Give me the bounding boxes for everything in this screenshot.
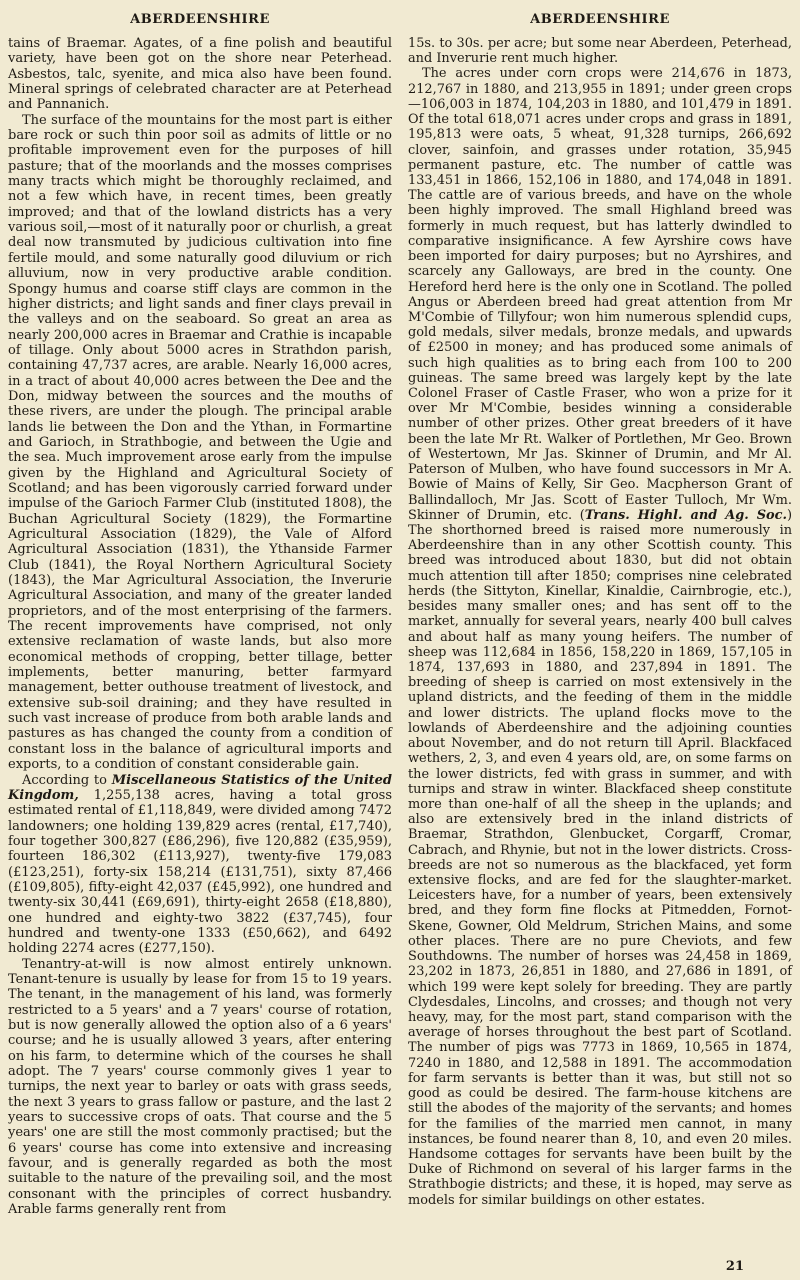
- running-head-left: ABERDEENSHIRE: [130, 12, 270, 27]
- paragraph-soil: The surface of the mountains for the most part is either bare rock or such thin poor soil as admits of little or no profitable improvement even for the purposes of hill pasture; that of the moorlands and the mosses comprises many tracts which might be thoroughly reclaimed, and not a few which have, in recent times, been greatly improved; and that of the lowland districts has a very various soil,—most of it naturally poor or churlish, a great deal now transmuted by judicious cultivation into fine fertile mould, and some naturally good diluvium or rich alluvium, now in very productive arable condition. Spongy humus and coarse stiff clays are common in the higher districts; and light sands and finer clays prevail in the valleys and on the seaboard. So great an area as nearly 200,000 acres in Braemar and Crathie is incapable of tillage. Only about 5000 acres in Strathdon parish, containing 47,737 acres, are arable. Nearly 16,000 acres, in a tract of about 40,000 acres between the Dee and the Don, midway between the sources and the mouths of these rivers, are under the plough. The principal arable lands lie between the Don and the Ythan, in Formartine and Garioch, in Strathbogie, and between the Ugie and the sea. Much improvement arose early from the impulse given by the Highland and Agricultural Society of Scotland; and has been vigorously carried forward under impulse of the Garioch Farmer Club (instituted 1808), the Buchan Agricultural Society (1829), the Formartine Agricultural Association (1829), the Vale of Alford Agricultural Association (1831), the Ythanside Farmer Club (1841), the Royal Northern Agricultural Society (1843), the Mar Agricultural Association, the Inverurie Agricultural Association, and many of the greater landed proprietors, and of the most enterprising of the farmers. The recent improvements have comprised, not only extensive reclamation of waste lands, but also more economical methods of cropping, better tillage, better implements, better manuring, better farmyard management, better outhouse treatment of livestock, and extensive sub-soil draining; and they have resulted in such vast increase of produce from both arable lands and pastures as has changed the county from a condition of constant loss in the balance of agricultural imports and exports, to a condition of constant considerable gain.: [8, 112, 392, 773]
- paragraph-rents: 15s. to 30s. per acre; but some near Aberdeen, Peterhead, and Inverurie rent much higher.: [408, 36, 792, 67]
- paragraph-livestock-lead: The acres under corn crops were 214,676 in 1873, 212,767 in 1880, and 213,955 in 1891; under green crops —106,003 in 1874, 104,203 in 1880, and 101,479 in 1891. Of the total 618,071 acres under crops and grass in 1891, 195,813 were oats, 5 wheat, 91,328 turnips, 266,692 clover, sainfoin, and grasses under rotation, 35,945 permanent pasture, etc. The number of cattle was 133,451 in 1866, 152,106 in 1880, and 174,048 in 1891. The cattle are of various breeds, and have on the whole been highly improved. The small Highland breed was formerly in much request, but has latterly dwindled to comparative insignificance. A few Ayrshire cows have been imported for dairy purposes; but no Ayrshires, and scarcely any Galloways, are bred in the county. One Hereford herd here is the only one in Scotland. The polled Angus or Aberdeen breed had great attention from Mr M'Combie of Tillyfour; won him numerous splendid cups, gold medals, silver medals, bronze medals, and upwards of £2500 in money; and has produced some animals of such high qualities as to bring each from 100 to 200 guineas. The same breed was largely kept by the late Colonel Fraser of Castle Fraser, who won a prize for it over Mr M'Combie, besides winning a considerable number of other prizes. Other great breeders of it have been the late Mr Rt. Walker of Portlethen, Mr Geo. Brown of Westertown, Mr Jas. Skinner of Drumin, and Mr Al. Paterson of Mulben, who have found successors in Mr A. Bowie of Mains of Kelly, Sir Geo. Macpherson Grant of Ballindalloch, Mr Jas. Scott of Easter Tulloch, Mr Wm. Skinner of Drumin, etc. (: [408, 66, 792, 523]
- two-column-layout: [8, 10, 792, 1217]
- left-column-text: [8, 36, 392, 1217]
- paragraph-livestock: [408, 66, 792, 1207]
- paragraph-statistics-body: 1,255,138 acres, having a total gross estimated rental of £1,118,849, were divided among 7472 landowners; one holding 139,829 acres (rental, £17,740), four together 300,827 (£86,296), five 120,882 (£35,959), fourteen 186,302 (£113,927), twenty-five 179,083 (£123,251), forty-six 158,214 (£131,751), sixty 87,466 (£109,805), fifty-eight 42,037 (£45,992), one hundred and twenty-six 30,441 (£69,691), thirty-eight 2658 (£18,880), one hundred and eighty-two 3822 (£37,745), four hundred and twenty-one 1333 (£50,662), and 6492 holding 2274 acres (£277,150).: [8, 787, 392, 957]
- left-column: [8, 10, 392, 1217]
- paragraph-livestock-body: ) The shorthorned breed is raised more numerously in Aberdeenshire than in any other Scottish county. This breed was introduced about 1830, but did not obtain much attention till after 1850; comprises nine celebrated herds (the Sittyton, Kinellar, Kinaldie, Cairnbrogie, etc.), besides many smaller ones; and has sent off to the market, annually for several years, nearly 400 bull calves and about half as many young heifers. The number of sheep was 112,684 in 1856, 158,220 in 1869, 157,105 in 1874, 137,693 in 1880, and 237,894 in 1891. The breeding of sheep is carried on most extensively in the upland districts, and the feeding of them in the middle and lower districts. The upland flocks move to the lowlands of Aberdeenshire and the adjoining counties about November, and do not return till April. Blackfaced wethers, 2, 3, and even 4 years old, are, on some farms on the lower districts, fed with grass in summer, and with turnips and straw in winter. Blackfaced sheep constitute more than one-half of all the sheep in the uplands; and also are extensively bred in the inland districts of Braemar, Strathdon, Glenbucket, Corgarff, Cromar, Cabrach, and Rhynie, but not in the lower districts. Cross-breeds are not so numerous as the blackfaced, yet form extensive flocks, and are fed for the slaughter-market. Leicesters have, for a number of years, been extensively bred, and they form fine flocks at Pitmedden, Fornot-Skene, Gowner, Old Meldrum, Strichen Mains, and some other places. There are no pure Cheviots, and few Southdowns. The number of horses was 24,458 in 1869, 23,202 in 1873, 26,851 in 1880, and 27,686 in 1891, of which 199 were kept solely for breeding. They are partly Clydesdales, Lincolns, and crosses; and though not very heavy, may, for the most part, stand comparison with the average of horses throughout the best part of Scotland. The number of pigs was 7773 in 1869, 10,565 in 1874, 7240 in 1880, and 12,588 in 1891. The accommodation for farm servants is better than it was, but still not so good as could be desired. The farm-house kitchens are still the abodes of the majority of the servants; and homes for the families of the married men cannot, in many instances, be found nearer than 8, 10, and even 20 miles. Handsome cottages for servants have been built by the Duke of Richmond on several of his larger farms in the Strathbogie districts; and these, it is hoped, may serve as models for similar buildings on other estates.: [408, 507, 792, 1208]
- citation-miscellaneous-statistics: Miscellaneous Statistics of the United Kingdom,: [8, 772, 393, 803]
- right-column-text: [408, 36, 792, 1208]
- paragraph-tenantry: Tenantry-at-will is now almost entirely unknown. Tenant-tenure is usually by lease for from 15 to 19 years. The tenant, in the management of his land, was formerly restricted to a 5 years' and a 7 years' course of rotation, but is now generally allowed the option also of a 6 years' course; and he is usually allowed 3 years, after entering on his farm, to determine which of the courses he shall adopt. The 7 years' course commonly gives 1 year to turnips, the next year to barley or oats with grass seeds, the next 3 years to grass fallow or pasture, and the last 2 years to successive crops of oats. That course and the 5 years' one are still the most commonly practised; but the 6 years' course has come into extensive and increasing favour, and is generally regarded as both the most suitable to the nature of the prevailing soil, and the most consonant with the principles of correct husbandry. Arable farms generally rent from: [8, 956, 392, 1218]
- paragraph-minerals: tains of Braemar. Agates, of a fine polish and beautiful variety, have been got on the shore near Peterhead. Asbestos, talc, syenite, and mica also have been found. Mineral springs of celebrated character are at Peterhead and Pannanich.: [8, 36, 392, 113]
- page-number: 21: [725, 1259, 744, 1274]
- running-head-right: ABERDEENSHIRE: [530, 12, 670, 27]
- paragraph-statistics-lead: According to: [22, 772, 112, 788]
- right-column: [408, 10, 792, 1217]
- paragraph-statistics: [8, 773, 392, 957]
- citation-transactions: Trans. Highl. and Ag. Soc.: [584, 507, 787, 523]
